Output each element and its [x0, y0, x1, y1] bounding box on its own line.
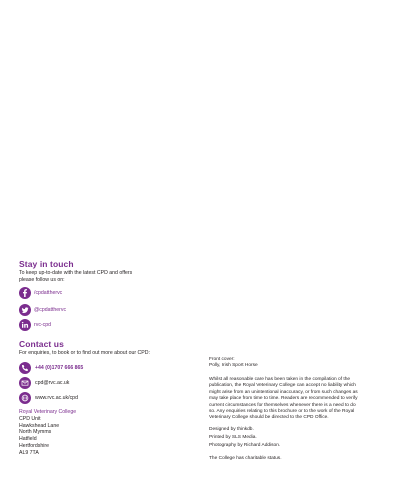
phone-number[interactable]: +44 (0)1707 666 865: [35, 364, 84, 371]
address-line: Hawkshead Lane: [19, 422, 60, 429]
contact-phone[interactable]: [19, 361, 83, 374]
designed-by: Designed by thinkdb.: [209, 427, 254, 432]
facebook-handle[interactable]: /cpdatthervс: [34, 289, 63, 296]
facebook-icon: [19, 287, 31, 299]
printed-by: Printed by SLS Media.: [209, 435, 257, 440]
contact-email[interactable]: [19, 376, 69, 389]
twitter-icon: [19, 304, 31, 316]
postal-address: [19, 409, 76, 457]
address-line: Hatfield: [19, 436, 37, 443]
address-line: North Mymms: [19, 429, 52, 436]
disclaimer: Whilst all reasonable care has been taken in the compilation of the publication, the Royal Veterinary College can accept no liability which might arise from an unintentional inaccuracy, or from such changes as may take place from time to time. Readers are recommended to verify current circumstances for themselves whenever there is a need to do so. Any enquiries relating to this brochure or to the work of the Royal Veterinary College should be directed to the CPD Office.: [209, 377, 358, 421]
contact-intro: For enquiries, to book or to find out more about our CPD:: [19, 350, 150, 356]
email-address[interactable]: cpd@rvc.ac.uk: [35, 379, 70, 386]
photography-credit: Photography by Richard Addison.: [209, 443, 281, 448]
twitter-handle[interactable]: @cpdatthervс: [34, 306, 67, 313]
stay-in-touch-heading: Stay in touch: [19, 259, 74, 269]
email-icon: [19, 377, 31, 389]
contact-us-heading: Contact us: [19, 339, 64, 349]
front-cover-credit: Front cover: Polly, Irish Sport Horse: [209, 357, 258, 369]
phone-icon: [19, 362, 31, 374]
address-line: Hertfordshire: [19, 442, 49, 449]
address-org: Royal Veterinary College: [19, 409, 77, 415]
social-twitter[interactable]: [19, 303, 66, 316]
linkedin-icon: [19, 319, 31, 331]
contact-website[interactable]: [19, 391, 78, 404]
address-line: CPD Unit: [19, 415, 41, 422]
charity-status: The College has charitable status.: [209, 456, 282, 461]
stay-in-touch-intro: To keep up-to-date with the latest CPD and offers please follow us on:: [19, 270, 133, 283]
linkedin-handle[interactable]: rvc-cpd: [34, 321, 52, 328]
website-url[interactable]: www.rvc.ac.uk/cpd: [35, 394, 78, 401]
social-linkedin[interactable]: [19, 318, 51, 331]
address-line: AL9 7TA: [19, 449, 39, 456]
social-facebook[interactable]: [19, 286, 62, 299]
globe-icon: [19, 392, 31, 404]
